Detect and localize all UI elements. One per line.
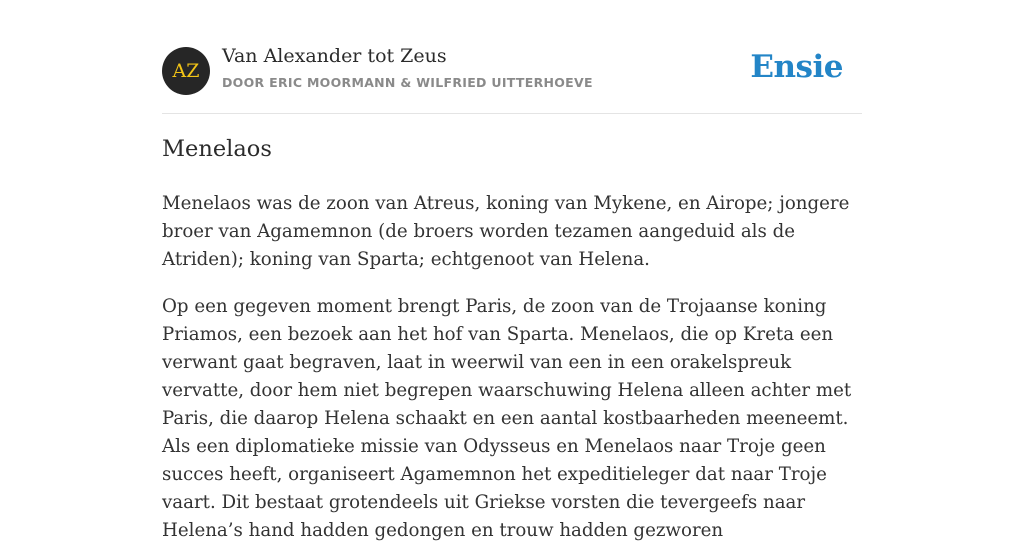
ensie-logo[interactable]: Ensie (750, 49, 843, 85)
content-container (162, 0, 862, 541)
entry-paragraph-1: Menelaos was de zoon van Atreus, koning van Mykene, en Airope; jongere broer van Agamemnon (de broers worden tezamen aangeduid als de Atriden); koning van Sparta; echtgenoot van Helena. (162, 193, 850, 270)
book-avatar[interactable]: AZ (162, 47, 210, 95)
book-authors: DOOR ERIC MOORMANN & WILFRIED UITTERHOEVE (222, 75, 593, 90)
book-header (162, 0, 862, 114)
entry-title: Menelaos (162, 136, 272, 162)
entry-paragraph-2: Op een gegeven moment brengt Paris, de zoon van de Trojaanse koning Priamos, een bezoek aan het hof van Sparta. Menelaos, die op Kreta een verwant gaat begraven, laat in weerwil van een in een orakelspreuk vervatte, door hem niet begrepen waarschuwing Helena alleen achter met Paris, die daarop Helena schaakt en een aantal kostbaarheden meeneemt. Als een diplomatieke missie van Odysseus en Menelaos naar Troje geen succes heeft, organiseert Agamemnon het expeditieleger dat naar Troje vaart. Dit bestaat grotendeels uit Griekse vorsten die tevergeefs naar Helena’s hand hadden gedongen en trouw hadden gezworen (162, 296, 852, 541)
book-title[interactable]: Van Alexander tot Zeus (222, 45, 447, 67)
